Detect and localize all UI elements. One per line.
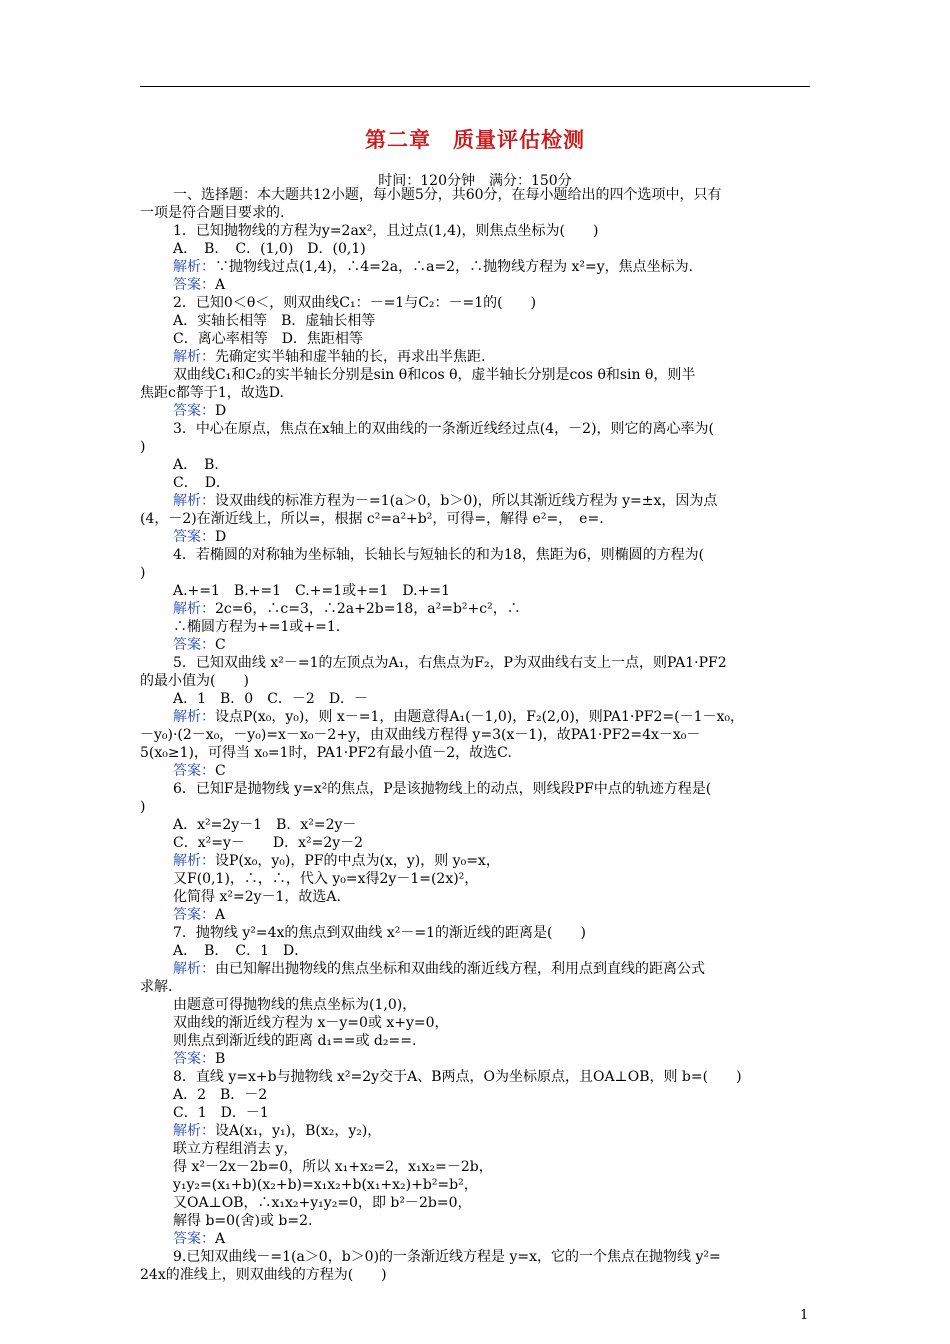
exam-meta: 时间：120分钟 满分：150分 — [378, 173, 572, 189]
text-line — [140, 1032, 812, 1050]
solution-line — [140, 348, 812, 366]
text-line — [140, 834, 812, 852]
text-line — [140, 582, 812, 600]
text-line — [140, 546, 812, 564]
line-text: 一、选择题：本大题共12小题，每小题5分，共60分，在每小题给出的四个选项中，只有 — [173, 187, 722, 203]
answer-label: 答案： — [173, 1051, 215, 1067]
line-text: A． B． — [173, 457, 229, 473]
line-text: D — [215, 403, 227, 419]
answer-label: 答案： — [173, 637, 215, 653]
line-text: A．x²=2y－1 B．x²=2y－ — [173, 817, 357, 833]
line-text: B — [215, 1051, 226, 1067]
answer-label: 解析： — [173, 1123, 215, 1139]
solution-line — [140, 1230, 812, 1248]
text-line — [140, 1104, 812, 1122]
line-text: C — [215, 763, 226, 779]
text-line — [140, 1140, 812, 1158]
text-line — [140, 924, 812, 942]
text-line — [140, 312, 812, 330]
text-line — [140, 798, 812, 816]
line-text: 得 x²－2x－2b=0，所以 x₁+x₂=2，x₁x₂=－2b， — [173, 1159, 493, 1175]
text-line — [140, 1194, 812, 1212]
answer-label: 答案： — [173, 1231, 215, 1247]
line-text: 化简得 x²=2y－1，故选A. — [173, 889, 341, 905]
line-text: 9.已知双曲线－=1(a＞0，b＞0)的一条渐近线方程是 y=x，它的一个焦点在抛物线 y²= — [173, 1249, 721, 1265]
line-text: 设A(x₁，y₁)，B(x₂，y₂)， — [215, 1123, 382, 1139]
text-line — [140, 240, 812, 258]
solution-line — [140, 906, 812, 924]
line-text: 求解. — [140, 979, 173, 995]
line-text: 设双曲线的标准方程为－=1(a＞0，b＞0)，所以其渐近线方程为 y=±x，因为点 — [215, 493, 718, 509]
line-text: C — [215, 637, 226, 653]
text-line — [140, 816, 812, 834]
line-text: 1．已知抛物线的方程为y=2ax²，且过点(1,4)，则焦点坐标为( ) — [173, 223, 599, 239]
text-line — [140, 510, 812, 528]
answer-label: 解析： — [173, 853, 215, 869]
answer-label: 答案： — [173, 907, 215, 923]
text-line — [140, 366, 812, 384]
line-text: ) — [140, 439, 146, 455]
line-text: C． D． — [173, 475, 230, 491]
answer-label: 解析： — [173, 709, 215, 725]
line-text: A．1 B．0 C．－2 D．－ — [173, 691, 369, 707]
line-text: 6．已知F是抛物线 y=x²的焦点，P是该抛物线上的动点，则线段PF中点的轨迹方程是( — [173, 781, 712, 797]
solution-line — [140, 600, 812, 618]
text-line — [140, 1086, 812, 1104]
line-text: 联立方程组消去 y， — [173, 1141, 298, 1157]
line-text: C．x²=y－ D．x²=2y－2 — [173, 835, 364, 851]
solution-line — [140, 762, 812, 780]
solution-line — [140, 258, 812, 276]
line-text: 由已知解出抛物线的焦点坐标和双曲线的渐近线方程，利用点到直线的距离公式 — [215, 961, 705, 977]
answer-label: 答案： — [173, 529, 215, 545]
answer-label: 解析： — [173, 259, 215, 275]
line-text: 2c=6，∴c=3，∴2a+2b=18，a²=b²+c²，∴ — [215, 601, 521, 617]
line-text: A.+=1 B.+=1 C.+=1或+=1 D.+=1 — [173, 583, 450, 599]
line-text: 2．已知0＜θ＜，则双曲线C₁：－=1与C₂：－=1的( ) — [173, 295, 537, 311]
text-line — [140, 978, 812, 996]
header-rule — [140, 86, 810, 87]
text-line — [140, 870, 812, 888]
text-line — [140, 456, 812, 474]
text-line — [140, 420, 812, 438]
solution-line — [140, 852, 812, 870]
solution-line — [140, 402, 812, 420]
text-line — [140, 222, 812, 240]
text-line — [140, 780, 812, 798]
line-text: 4．若椭圆的对称轴为坐标轴，长轴长与短轴长的和为18，焦距为6，则椭圆的方程为( — [173, 547, 705, 563]
line-text: 则焦点到渐近线的距离 d₁==或 d₂==. — [173, 1033, 417, 1049]
text-line — [140, 1176, 812, 1194]
line-text: A — [215, 907, 226, 923]
text-line — [140, 942, 812, 960]
text-line — [140, 186, 812, 204]
line-text: 24x的准线上，则双曲线的方程为( ) — [140, 1267, 387, 1283]
line-text: C．离心率相等 D．焦距相等 — [173, 331, 363, 347]
solution-line — [140, 1122, 812, 1140]
solution-line — [140, 636, 812, 654]
text-line — [140, 726, 812, 744]
line-text: ) — [140, 565, 146, 581]
text-line — [140, 1014, 812, 1032]
text-line — [140, 690, 812, 708]
solution-line — [140, 1050, 812, 1068]
line-text: C．1 D．－1 — [173, 1105, 269, 1121]
page-title: 第二章 质量评估检测 — [365, 128, 585, 152]
answer-label: 答案： — [173, 277, 215, 293]
line-text: 的最小值为( ) — [140, 673, 249, 689]
text-line — [140, 1068, 812, 1086]
answer-label: 解析： — [173, 601, 215, 617]
solution-line — [140, 528, 812, 546]
text-line — [140, 654, 812, 672]
line-text: 一项是符合题目要求的. — [140, 205, 285, 221]
line-text: ) — [140, 799, 146, 815]
line-text: 先确定实半轴和虚半轴的长，再求出半焦距. — [215, 349, 486, 365]
text-line — [140, 330, 812, 348]
line-text: A — [215, 277, 226, 293]
text-line — [140, 294, 812, 312]
line-text: 解得 b=0(舍)或 b=2. — [173, 1213, 313, 1229]
text-line — [140, 618, 812, 636]
line-text: 又F(0,1)，∴，∴，代入 y₀=x得2y－1=(2x)²， — [173, 871, 479, 887]
page-number: 1 — [800, 1308, 809, 1323]
solution-line — [140, 276, 812, 294]
answer-label: 解析： — [173, 961, 215, 977]
line-text: 设点P(x₀，y₀)，则 x－=1，由题意得A₁(－1,0)，F₂(2,0)，则PA1·PF2=(－1－x₀， — [215, 709, 745, 725]
text-line — [140, 888, 812, 906]
line-text: 5．已知双曲线 x²－=1的左顶点为A₁，右焦点为F₂，P为双曲线右支上一点，则PA1·PF2 — [173, 655, 727, 671]
answer-label: 解析： — [173, 493, 215, 509]
text-line — [140, 672, 812, 690]
solution-line — [140, 960, 812, 978]
text-line — [140, 1212, 812, 1230]
text-line — [140, 1158, 812, 1176]
line-text: －y₀)·(2－x₀，－y₀)=x－x₀－2+y，由双曲线方程得 y=3(x－1)，故PA1·PF2=4x－x₀－ — [140, 727, 701, 743]
answer-label: 答案： — [173, 763, 215, 779]
text-line — [140, 996, 812, 1014]
line-text: 8．直线 y=x+b与抛物线 x²=2y交于A、B两点，O为坐标原点，且OA⊥OB，则 b=( ) — [173, 1069, 742, 1085]
line-text: ∴椭圆方程为+=1或+=1. — [173, 619, 341, 635]
line-text: 双曲线的渐近线方程为 x－y=0或 x+y=0， — [173, 1015, 449, 1031]
text-line — [140, 564, 812, 582]
line-text: 3．中心在原点，焦点在x轴上的双曲线的一条渐近线经过点(4，－2)，则它的离心率为( — [173, 421, 715, 437]
line-text: A．实轴长相等 B．虚轴长相等 — [173, 313, 376, 329]
text-line — [140, 384, 812, 402]
line-text: A． B． C．1 D． — [173, 943, 309, 959]
answer-label: 解析： — [173, 349, 215, 365]
line-text: y₁y₂=(x₁+b)(x₂+b)=x₁x₂+b(x₁+x₂)+b²=b²， — [173, 1177, 478, 1193]
text-line — [140, 1248, 812, 1266]
line-text: A．2 B．－2 — [173, 1087, 268, 1103]
text-line — [140, 204, 812, 222]
answer-label: 答案： — [173, 403, 215, 419]
text-line — [140, 438, 812, 456]
line-text: D — [215, 529, 227, 545]
line-text: ∵抛物线过点(1,4)，∴4=2a，∴a=2，∴抛物线方程为 x²=y，焦点坐标为. — [215, 259, 694, 275]
line-text: 5(x₀≥1)，可得当 x₀=1时，PA1·PF2有最小值－2，故选C. — [140, 745, 512, 761]
line-text: 由题意可得抛物线的焦点坐标为(1,0)， — [173, 997, 417, 1013]
line-text: 7．抛物线 y²=4x的焦点到双曲线 x²－=1的渐近线的距离是( ) — [173, 925, 586, 941]
text-line — [140, 1266, 812, 1284]
line-text: 设P(x₀，y₀)，PF的中点为(x，y)，则 y₀=x， — [215, 853, 500, 869]
solution-line — [140, 708, 812, 726]
line-text: 焦距c都等于1，故选D. — [140, 385, 284, 401]
document-body — [140, 186, 812, 1284]
text-line — [140, 474, 812, 492]
line-text: 双曲线C₁和C₂的实半轴长分别是sin θ和cos θ，虚半轴长分别是cos θ和sin θ，则半 — [173, 367, 696, 383]
solution-line — [140, 492, 812, 510]
text-line — [140, 744, 812, 762]
line-text: (4，－2)在渐近线上，所以=，根据 c²=a²+b²，可得=，解得 e²=， e=. — [140, 511, 604, 527]
line-text: A — [215, 1231, 226, 1247]
line-text: A． B． C．(1,0) D．(0,1) — [173, 241, 366, 257]
line-text: 又OA⊥OB，∴x₁x₂+y₁y₂=0，即 b²－2b=0， — [173, 1195, 472, 1211]
